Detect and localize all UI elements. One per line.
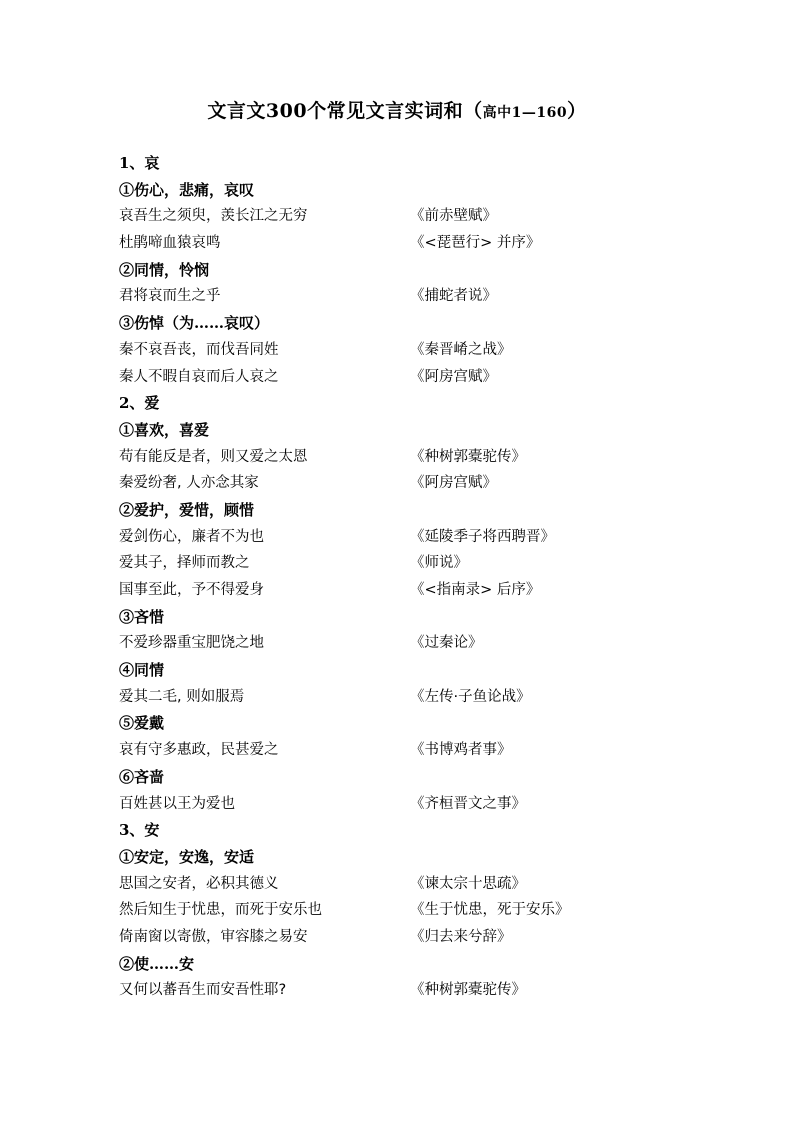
example-text: 爱其二毛, 则如服焉 bbox=[119, 688, 245, 705]
sense-label: ⑥吝啬 bbox=[119, 767, 165, 786]
example-row bbox=[119, 444, 739, 471]
example-row bbox=[119, 737, 739, 764]
example-row bbox=[119, 230, 739, 257]
sense-label: ③吝惜 bbox=[119, 607, 165, 626]
sense-label: ①喜欢，喜爱 bbox=[119, 420, 210, 439]
sense-label: ③伤悼（为……哀叹） bbox=[119, 314, 270, 333]
example-source: 《捕蛇者说》 bbox=[410, 288, 497, 305]
example-source: 《延陵季子将西聘晋》 bbox=[410, 528, 555, 545]
example-source: 《齐桓晋文之事》 bbox=[410, 795, 526, 812]
entry-heading: 3、安 bbox=[119, 821, 160, 840]
example-row bbox=[119, 577, 739, 604]
example-row bbox=[119, 524, 739, 551]
example-source: 《书博鸡者事》 bbox=[410, 742, 512, 759]
example-source: 《<琵琶行> 并序》 bbox=[410, 235, 541, 252]
example-source: 《<指南录> 后序》 bbox=[410, 582, 541, 598]
example-text: 哀吾生之须臾，羡长江之无穷 bbox=[119, 208, 308, 225]
sense-label: ①伤心，悲痛，哀叹 bbox=[119, 180, 255, 199]
example-row bbox=[119, 791, 739, 818]
example-source: 《谏太宗十思疏》 bbox=[410, 875, 526, 892]
example-text: 思国之安者，必积其德义 bbox=[119, 875, 279, 892]
sense-label: ④同情 bbox=[119, 661, 165, 680]
example-source: 《归去来兮辞》 bbox=[410, 928, 512, 945]
example-row bbox=[119, 470, 739, 497]
example-text: 又何以蕃吾生而安吾性耶? bbox=[119, 982, 287, 999]
example-text: 秦爱纷奢, 人亦念其家 bbox=[119, 475, 259, 492]
example-row bbox=[119, 871, 739, 898]
sense-label: ②同情，怜悯 bbox=[119, 260, 210, 279]
title-subtitle: 高中1—160 bbox=[482, 105, 568, 121]
example-source: 《阿房宫赋》 bbox=[410, 475, 497, 492]
example-row bbox=[119, 283, 739, 310]
example-row bbox=[119, 550, 739, 577]
example-text: 苟有能反是者，则又爱之太恩 bbox=[119, 448, 308, 465]
example-source: 《阿房宫赋》 bbox=[410, 368, 497, 385]
example-row bbox=[119, 364, 739, 391]
example-row bbox=[119, 684, 739, 711]
example-text: 君将哀而生之乎 bbox=[119, 288, 221, 305]
title-end: ） bbox=[567, 100, 587, 122]
sense-label: ②爱护，爱惜，顾惜 bbox=[119, 500, 255, 519]
example-row bbox=[119, 337, 739, 364]
example-row bbox=[119, 924, 739, 951]
sense-label: ⑤爱戴 bbox=[119, 714, 165, 733]
example-source: 《过秦论》 bbox=[410, 635, 483, 652]
example-source: 《师说》 bbox=[410, 555, 468, 572]
document-title bbox=[0, 96, 794, 123]
title-main: 文言文300个常见文言实词和（ bbox=[207, 100, 483, 122]
example-text: 国事至此，予不得爱身 bbox=[119, 582, 264, 598]
example-text: 秦不哀吾丧，而伐吾同姓 bbox=[119, 341, 279, 358]
entry-heading: 2、爱 bbox=[119, 394, 160, 413]
example-source: 《前赤壁赋》 bbox=[410, 208, 497, 225]
example-text: 百姓甚以王为爱也 bbox=[119, 795, 235, 812]
example-text: 爱剑伤心，廉者不为也 bbox=[119, 528, 264, 545]
example-row bbox=[119, 897, 739, 924]
example-row bbox=[119, 977, 739, 1004]
sense-label: ②使……安 bbox=[119, 954, 195, 973]
example-text: 倚南窗以寄傲，审容膝之易安 bbox=[119, 928, 308, 945]
entry-heading: 1、哀 bbox=[119, 154, 160, 172]
example-text: 不爱珍器重宝肥饶之地 bbox=[119, 635, 264, 652]
entry-list bbox=[119, 150, 739, 1004]
example-text: 杜鹃啼血猿哀鸣 bbox=[119, 235, 221, 252]
example-source: 《秦晋崤之战》 bbox=[410, 341, 512, 358]
example-row bbox=[119, 203, 739, 230]
sense-label: ①安定，安逸，安适 bbox=[119, 847, 255, 866]
example-source: 《左传·子鱼论战》 bbox=[410, 688, 531, 705]
example-source: 《生于忧患，死于安乐》 bbox=[410, 902, 570, 919]
example-text: 然后知生于忧患，而死于安乐也 bbox=[119, 902, 322, 919]
example-source: 《种树郭橐驼传》 bbox=[410, 982, 526, 999]
example-text: 爱其子，择师而教之 bbox=[119, 555, 250, 572]
example-source: 《种树郭橐驼传》 bbox=[410, 448, 526, 465]
example-text: 哀有守多惠政，民甚爱之 bbox=[119, 742, 279, 759]
example-row bbox=[119, 630, 739, 657]
example-text: 秦人不暇自哀而后人哀之 bbox=[119, 368, 279, 385]
